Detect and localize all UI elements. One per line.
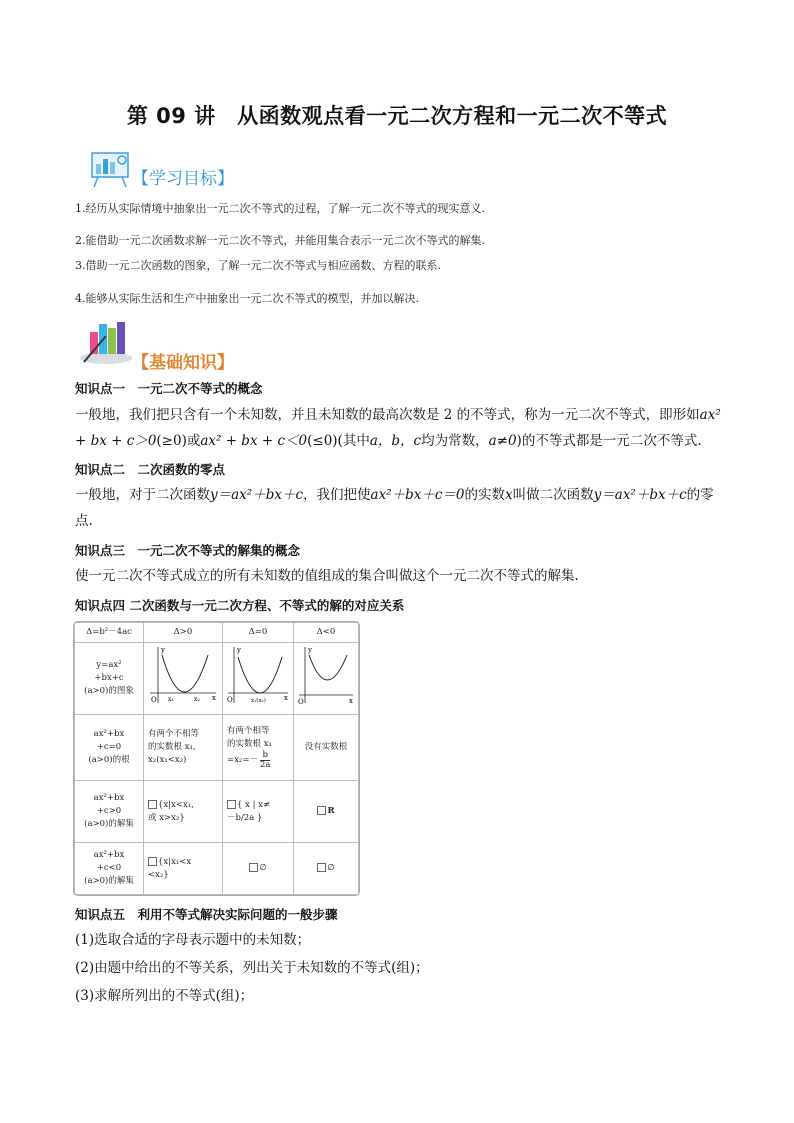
gt-cell-zero: { x | x≠ －b/2a } — [223, 781, 294, 843]
basic-section-label: 【基础知识】 — [132, 353, 234, 373]
correspondence-table — [74, 622, 359, 895]
graph-no-root — [294, 643, 359, 715]
kp3-paragraph: 使一元二次不等式成立的所有未知数的值组成的集合叫做这个一元二次不等式的解集. — [75, 568, 579, 584]
row-label-roots: ax²+bx +c=0 (a>0)的根 — [75, 715, 144, 781]
kp2-title: 知识点二 二次函数的零点 — [75, 462, 226, 477]
svg-text:x₁(x₂): x₁(x₂) — [251, 698, 266, 704]
svg-text:x₂: x₂ — [194, 696, 200, 703]
step-1: (1)选取合适的字母表示题中的未知数； — [75, 932, 311, 948]
kp1-title: 知识点一 一元二次不等式的概念 — [75, 381, 263, 396]
table-header-zero: Δ=0 — [223, 623, 294, 643]
step-3: (3)求解所列出的不等式(组)； — [75, 988, 254, 1004]
roots-cell-neg: 没有实数根 — [294, 715, 359, 781]
kp4-title: 知识点四 二次函数与一元二次方程、不等式的解的对应关系 — [75, 598, 405, 613]
goal-item-3: 3.借助一元二次函数的图象，了解一元二次不等式与相应函数、方程的联系. — [75, 259, 441, 272]
svg-text:O: O — [151, 696, 157, 704]
table-header-pos: Δ>0 — [144, 623, 223, 643]
answer-box-icon — [249, 863, 258, 872]
lt-cell-neg: ∅ — [294, 843, 359, 895]
svg-text:y: y — [237, 646, 241, 654]
lt-cell-zero: ∅ — [223, 843, 294, 895]
answer-box-icon — [317, 863, 326, 872]
svg-text:O: O — [227, 696, 233, 704]
page-title: 第 09 讲 从函数观点看一元二次方程和一元二次不等式 — [126, 104, 668, 128]
svg-text:x₁: x₁ — [168, 696, 174, 703]
gt-cell-neg: R — [294, 781, 359, 843]
gt-cell-pos: {x|x<x₁, 或 x>x₂} — [144, 781, 223, 843]
kp3-title: 知识点三 一元二次不等式的解集的概念 — [75, 543, 301, 558]
graph-one-root — [223, 643, 294, 715]
graph-two-roots — [144, 643, 223, 715]
svg-text:y: y — [308, 646, 312, 654]
goal-item-1: 1.经历从实际情境中抽象出一元二次不等式的过程，了解一元二次不等式的现实意义. — [75, 202, 485, 215]
svg-text:x: x — [349, 697, 353, 705]
table-header-delta: Δ=b²－4ac — [75, 623, 144, 643]
kp2-paragraph: 一般地，对于二次函数y＝ax²＋bx＋c，我们把使ax²＋bx＋c＝0的实数x叫做二次函数y＝ax²＋bx＋c的零点. — [75, 487, 714, 529]
goal-item-2: 2.能借助一元二次函数求解一元二次不等式，并能用集合表示一元二次不等式的解集. — [75, 234, 485, 247]
svg-text:y: y — [161, 646, 165, 654]
roots-cell-pos: 有两个不相等 的实数根 x₁, x₂(x₁<x₂) — [144, 715, 223, 781]
answer-box-icon — [148, 800, 157, 809]
chart-bars-icon — [76, 318, 136, 366]
answer-box-icon — [317, 806, 326, 815]
row-label-lt: ax²+bx +c<0 (a>0)的解集 — [75, 843, 144, 895]
row-label-gt: ax²+bx +c>0 (a>0)的解集 — [75, 781, 144, 843]
row-label-graph: y=ax² +bx+c (a>0)的图象 — [75, 643, 144, 715]
answer-box-icon — [148, 857, 157, 866]
presentation-board-icon — [88, 150, 136, 188]
answer-box-icon — [227, 800, 236, 809]
goals-section-label: 【学习目标】 — [132, 169, 234, 189]
svg-text:x: x — [284, 694, 288, 702]
goal-item-4: 4.能够从实际生活和生产中抽象出一元二次不等式的模型，并加以解决. — [75, 292, 419, 305]
lt-cell-pos: {x|x₁<x <x₂} — [144, 843, 223, 895]
kp1-paragraph: 一般地，我们把只含有一个未知数，并且未知数的最高次数是 2 的不等式，称为一元二次不等式，即形如ax² + bx + c＞0(≥0)或ax² + bx + c＜0(≤0)(其中a，b，c均为常数，a≠0)的不等式都是一元二次不等式. — [75, 407, 721, 449]
svg-text:x: x — [212, 694, 216, 702]
step-2: (2)由题中给出的不等关系，列出关于未知数的不等式(组)； — [75, 960, 429, 976]
kp5-title: 知识点五 利用不等式解决实际问题的一般步骤 — [75, 907, 338, 922]
roots-cell-zero: 有两个相等 的实数根 x₁ =x₂=－ b 2a — [223, 715, 294, 781]
table-header-neg: Δ<0 — [294, 623, 359, 643]
svg-text:O: O — [298, 698, 304, 706]
